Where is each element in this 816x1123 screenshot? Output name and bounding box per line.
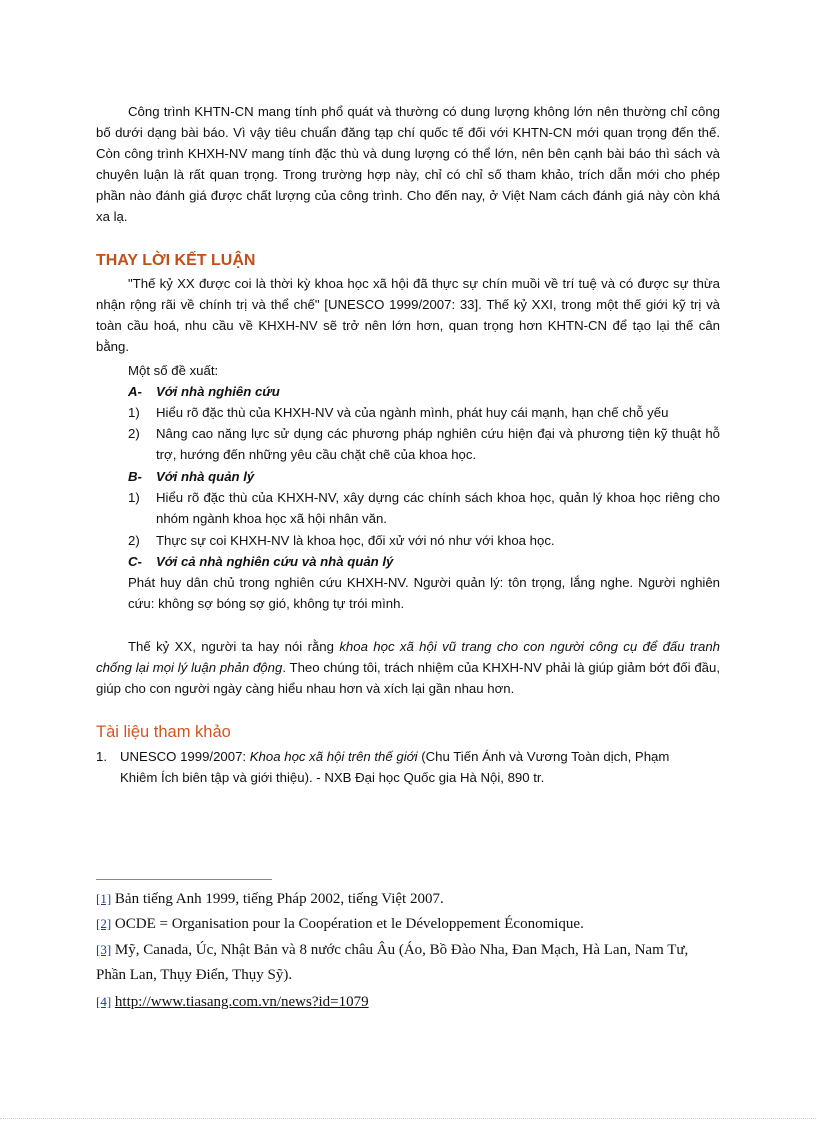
footnote: [96, 937, 716, 988]
section-c-title: Với cả nhà nghiên cứu và nhà quản lý: [156, 554, 394, 569]
list-item-number: 2): [128, 533, 140, 548]
list-item-text: Hiểu rõ đặc thù của KHXH-NV và của ngành mình, phát huy cái mạnh, hạn chế chỗ yếu: [156, 405, 669, 420]
footnote-link-3[interactable]: [3]: [96, 942, 112, 957]
section-b-title: Với nhà quản lý: [156, 469, 255, 484]
list-item-number: 2): [128, 426, 140, 441]
list-item: [128, 530, 720, 551]
reference-item: [96, 746, 696, 788]
reference-rest: (Chu Tiến Ánh và Vương Toàn dịch, Phạm Khiêm Ích biên tập và giới thiệu). - NXB Đại học Quốc gia Hà Nội, 890 tr.: [120, 749, 670, 785]
section-a-heading: [128, 381, 280, 402]
section-c-letter: C-: [128, 554, 142, 569]
conclusion-heading: THAY LỜI KẾT LUẬN: [96, 252, 256, 269]
footnote-url-link[interactable]: http://www.tiasang.com.vn/news?id=1079: [114, 994, 369, 1010]
list-item-text: Nâng cao năng lực sử dụng các phương pháp nghiên cứu hiện đại và phương tiện kỹ thuật hỗ trợ, hướng đến những yêu cầu chặt chẽ của khoa học.: [156, 426, 720, 462]
footnote: [96, 886, 716, 912]
footnote: [96, 989, 716, 1015]
page-bottom-divider: [0, 1118, 816, 1119]
footnote-link-2[interactable]: [2]: [96, 916, 112, 931]
conclusion-paragraph: "Thế kỷ XX được coi là thời kỳ khoa học xã hội đã thực sự chín muồi về trí tuệ và có được sự thừa nhận rộng rãi về chính trị và thể chế" [UNESCO 1999/2007: 33]. Thế kỷ XXI, trong một thế giới kỹ trị và toàn cầu hoá, nhu cầu về KHXH-NV sẽ trở nên lớn hơn, quan trọng hơn KHTN-CN để tạo lại thế cân bằng.: [96, 276, 720, 354]
closing-paragraph: [96, 636, 720, 699]
reference-title: Khoa học xã hội trên thế giới: [249, 749, 418, 764]
closing-italic-quote: khoa học xã hội vũ trang cho con người công cụ để đấu tranh chống lại mọi lý luận phản động: [96, 639, 720, 675]
closing-end: . Theo chúng tôi, trách nhiệm của KHXH-NV phải là giúp giảm bớt đối đầu, giúp cho con người ngày càng hiểu nhau hơn và xích lại gần nhau hơn.: [96, 660, 720, 696]
section-b-letter: B-: [128, 469, 142, 484]
footnote: [96, 911, 716, 937]
reference-number: 1.: [96, 749, 107, 764]
footnote-separator: [96, 879, 272, 880]
list-item: [128, 487, 720, 529]
proposals-intro: Một số đề xuất:: [128, 363, 219, 378]
footnote-link-4[interactable]: [4]: [96, 994, 112, 1009]
list-item: [128, 423, 720, 465]
list-item: [128, 402, 720, 423]
section-a-letter: A-: [128, 384, 142, 399]
section-b-heading: [128, 466, 254, 487]
footnote-text: Bản tiếng Anh 1999, tiếng Pháp 2002, tiếng Việt 2007.: [111, 891, 444, 907]
section-c-text: Phát huy dân chủ trong nghiên cứu KHXH-NV. Người quản lý: tôn trọng, lắng nghe. Người nghiên cứu: không sợ bóng sợ gió, không tự trói mình.: [128, 575, 720, 611]
intro-paragraph: Công trình KHTN-CN mang tính phổ quát và thường có dung lượng không lớn nên thường chỉ công bố dưới dạng bài báo. Vì vậy tiêu chuẩn đăng tạp chí quốc tế đối với KHTN-CN mới quan trọng đến thế. Còn công trình KHXH-NV mang tính đặc thù và dung lượng có thể lớn, nên bên cạnh bài báo thì sách và chuyên luận là rất quan trọng. Trong trường hợp này, chỉ có chỉ số tham khảo, trích dẫn mới cho phép phần nào đánh giá được chất lượng của công trình. Cho đến nay, ở Việt Nam cách đánh giá này còn khá xa lạ.: [96, 104, 720, 224]
list-item-text: Thực sự coi KHXH-NV là khoa học, đối xử với nó như với khoa học.: [156, 533, 555, 548]
list-item-text: Hiểu rõ đặc thù của KHXH-NV, xây dựng các chính sách khoa học, quản lý khoa học riêng cho nhóm ngành khoa học xã hội nhân văn.: [156, 490, 720, 526]
footnote-text: OCDE = Organisation pour la Coopération et le Développement Économique.: [111, 916, 584, 932]
footnote-link-1[interactable]: [1]: [96, 891, 112, 906]
references-heading: Tài liệu tham khảo: [96, 723, 231, 741]
reference-lead: UNESCO 1999/2007:: [120, 749, 250, 764]
list-item-number: 1): [128, 490, 140, 505]
closing-start: Thế kỷ XX, người ta hay nói rằng: [128, 639, 340, 654]
footnote-text: Mỹ, Canada, Úc, Nhật Bản và 8 nước châu Âu (Áo, Bồ Đào Nha, Đan Mạch, Hà Lan, Nam Tư, Phần Lan, Thụy Điển, Thụy Sỹ).: [96, 942, 689, 983]
list-item-number: 1): [128, 405, 140, 420]
section-c-heading: [128, 551, 393, 572]
section-a-title: Với nhà nghiên cứu: [156, 384, 280, 399]
